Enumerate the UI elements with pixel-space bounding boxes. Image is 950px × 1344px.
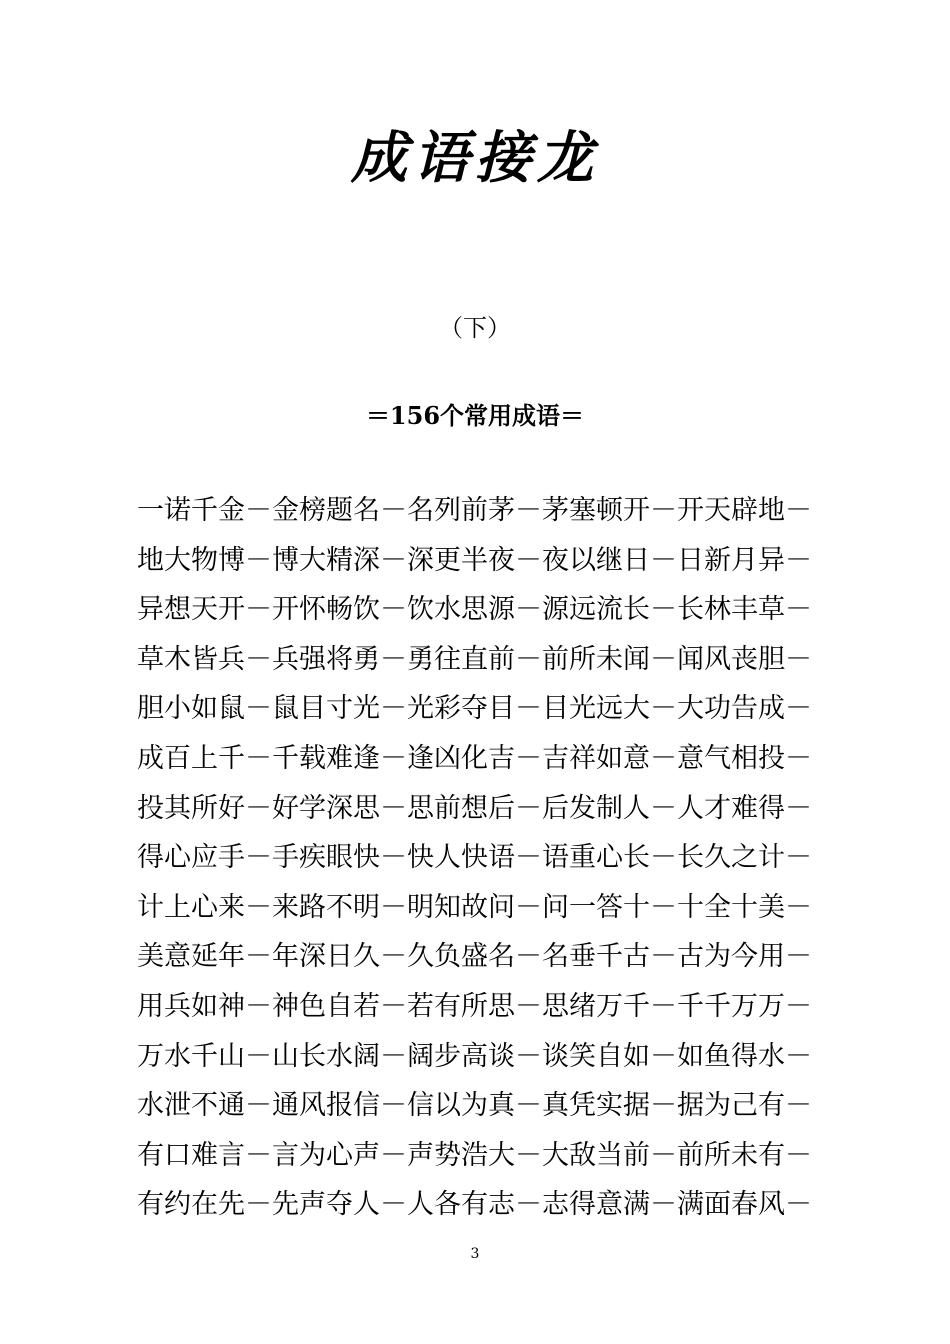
subtitle: （下） — [439, 314, 511, 342]
idiom-chain-text — [137, 486, 857, 1230]
idiom-count-heading: ＝156个常用成语＝ — [365, 401, 585, 430]
idiom-line: 得心应手－手疾眼快－快人快语－语重心长－长久之计－ — [137, 842, 812, 874]
idiom-line: 成百上千－千载难逢－逢凶化吉－吉祥如意－意气相投－ — [137, 742, 812, 774]
page-number: 3 — [470, 1246, 480, 1262]
idiom-line: 草木皆兵－兵强将勇－勇往直前－前所未闻－闻风丧胆－ — [137, 643, 812, 675]
idiom-line: 美意延年－年深日久－久负盛名－名垂千古－古为今用－ — [137, 941, 812, 973]
page-title: 成语接龙 — [351, 125, 599, 191]
idiom-line: 地大物博－博大精深－深更半夜－夜以继日－日新月异－ — [137, 544, 812, 576]
idiom-line: 胆小如鼠－鼠目寸光－光彩夺目－目光远大－大功告成－ — [137, 693, 812, 725]
idiom-line: 计上心来－来路不明－明知故问－问一答十－十全十美－ — [137, 891, 812, 923]
idiom-line: 水泄不通－通风报信－信以为真－真凭实据－据为己有－ — [137, 1090, 812, 1122]
idiom-line: 有约在先－先声夺人－人各有志－志得意满－满面春风－ — [137, 1189, 812, 1221]
idiom-line: 一诺千金－金榜题名－名列前茅－茅塞顿开－开天辟地－ — [137, 495, 812, 526]
idiom-line: 用兵如神－神色自若－若有所思－思绪万千－千千万万－ — [137, 990, 812, 1022]
idiom-line: 异想天开－开怀畅饮－饮水思源－源远流长－长林丰草－ — [137, 594, 812, 626]
idiom-line: 有口难言－言为心声－声势浩大－大敌当前－前所未有－ — [137, 1139, 812, 1171]
idiom-line: 万水千山－山长水阔－阔步高谈－谈笑自如－如鱼得水－ — [137, 1040, 812, 1072]
idiom-line: 投其所好－好学深思－思前想后－后发制人－人才难得－ — [137, 792, 812, 824]
